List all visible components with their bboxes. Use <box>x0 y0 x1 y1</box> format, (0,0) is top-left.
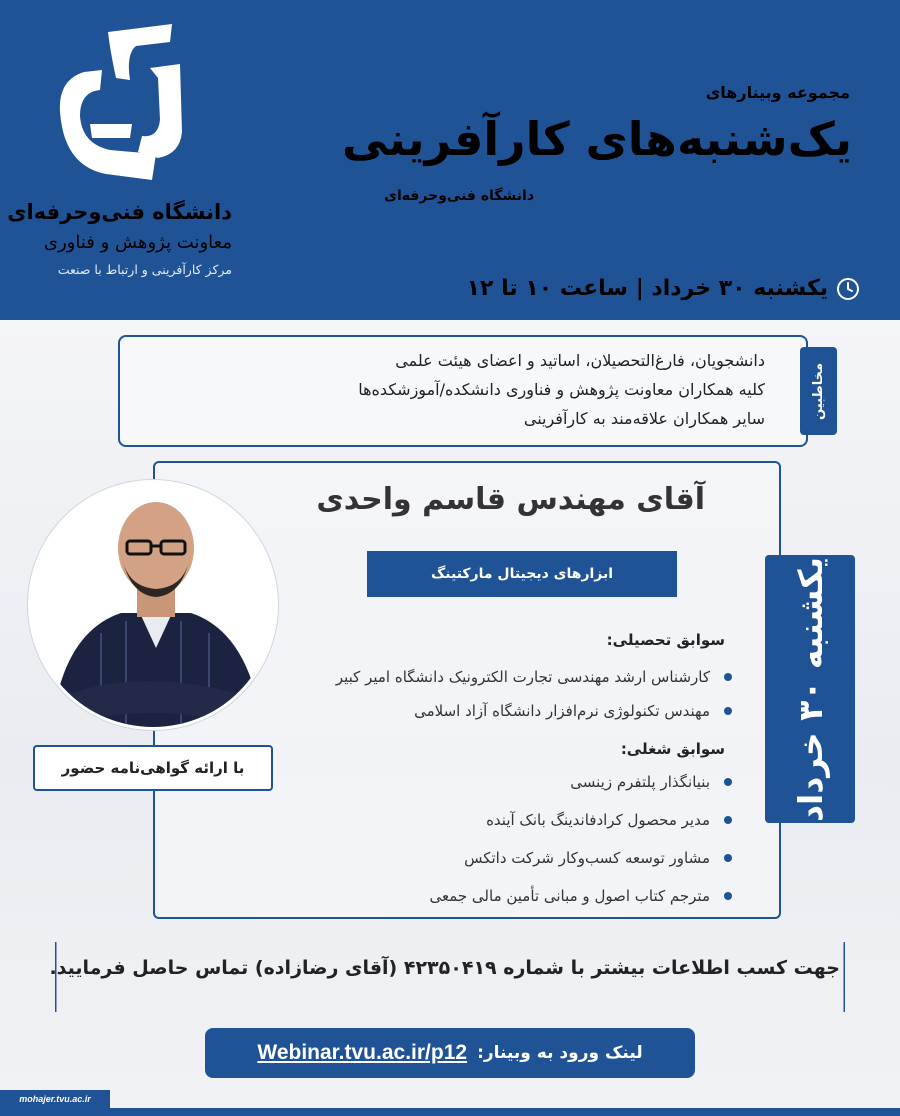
link-label: لینک ورود به وبینار: <box>477 1043 643 1063</box>
job-item: مترجم کتاب اصول و مبانی تأمین مالی جمعی <box>429 887 710 905</box>
audience-line: دانشجویان، فارغ‌التحصیلان، اساتید و اعضای هیئت علمی <box>395 351 765 370</box>
education-title: سوابق تحصیلی: <box>606 631 725 649</box>
list-item <box>429 763 732 801</box>
education-item: کارشناس ارشد مهندسی تجارت الکترونیک دانشگاه امیر کبیر <box>335 668 710 686</box>
datetime-text: یکشنبه ۳۰ خرداد | ساعت ۱۰ تا ۱۲ <box>466 276 828 301</box>
job-item: مشاور توسعه کسب‌وکار شرکت داتکس <box>464 849 710 867</box>
list-item <box>336 694 732 728</box>
series-label: مجموعه وبینارهای <box>705 83 850 102</box>
center-name: مرکز کارآفرینی و ارتباط با صنعت <box>57 262 232 277</box>
list-item <box>429 839 732 877</box>
main-title: یک‌شنبه‌های کارآفرینی <box>342 112 852 166</box>
footer-site[interactable]: mohajer.tvu.ac.ir <box>0 1090 110 1108</box>
speaker-name: آقای مهندس قاسم واحدی <box>316 482 705 517</box>
audience-line: سایر همکاران علاقه‌مند به کارآفرینی <box>523 409 765 428</box>
date-side-label: یکشنبه ۳۰ خرداد <box>790 556 830 822</box>
university-name: دانشگاه فنی‌وحرفه‌ای <box>7 200 232 224</box>
footer-bar <box>0 1108 900 1116</box>
contact-text: جهت کسب اطلاعات بیشتر با شماره ۴۲۳۵۰۴۱۹ (آقای رضازاده) تماس حاصل فرمایید. <box>49 957 840 979</box>
speaker-photo <box>28 480 278 730</box>
education-item: مهندس تکنولوژی نرم‌افزار دانشگاه آزاد اسلامی <box>414 702 710 720</box>
list-item <box>336 660 732 694</box>
clock-icon <box>836 277 860 301</box>
webinar-link-box[interactable] <box>205 1028 695 1078</box>
vice-presidency: معاونت پژوهش و فناوری <box>43 232 232 253</box>
date-side-tag <box>765 555 855 823</box>
audience-list <box>358 346 765 433</box>
jobs-list <box>429 763 732 915</box>
list-item <box>429 801 732 839</box>
event-datetime <box>467 276 860 301</box>
audience-tag <box>800 347 837 435</box>
webinar-link[interactable]: Webinar.tvu.ac.ir/p12 <box>257 1041 468 1064</box>
jobs-title: سوابق شغلی: <box>620 740 725 758</box>
list-item <box>429 877 732 915</box>
audience-line: کلیه همکاران معاونت پژوهش و فناوری دانشکده/آموزشکده‌ها <box>358 380 765 399</box>
bullet-icon <box>724 778 732 786</box>
job-item: مدیر محصول کرادفاندینگ بانک آینده <box>486 811 710 829</box>
bullet-icon <box>724 673 732 681</box>
audience-tag-label: مخاطبین <box>811 362 826 420</box>
speaker-portrait-icon <box>31 483 278 730</box>
topic-box: ابزارهای دیجیتال مارکتینگ <box>367 551 677 597</box>
education-list <box>336 660 732 728</box>
job-item: بنیانگذار پلتفرم زینسی <box>570 773 710 791</box>
bullet-icon <box>724 707 732 715</box>
bullet-icon <box>724 854 732 862</box>
bullet-icon <box>724 816 732 824</box>
bullet-icon <box>724 892 732 900</box>
subtitle: دانشگاه فنی‌وحرفه‌ای <box>384 188 534 204</box>
certificate-badge: با ارائه گواهی‌نامه حضور <box>33 745 273 791</box>
tvu-logo <box>40 20 230 200</box>
